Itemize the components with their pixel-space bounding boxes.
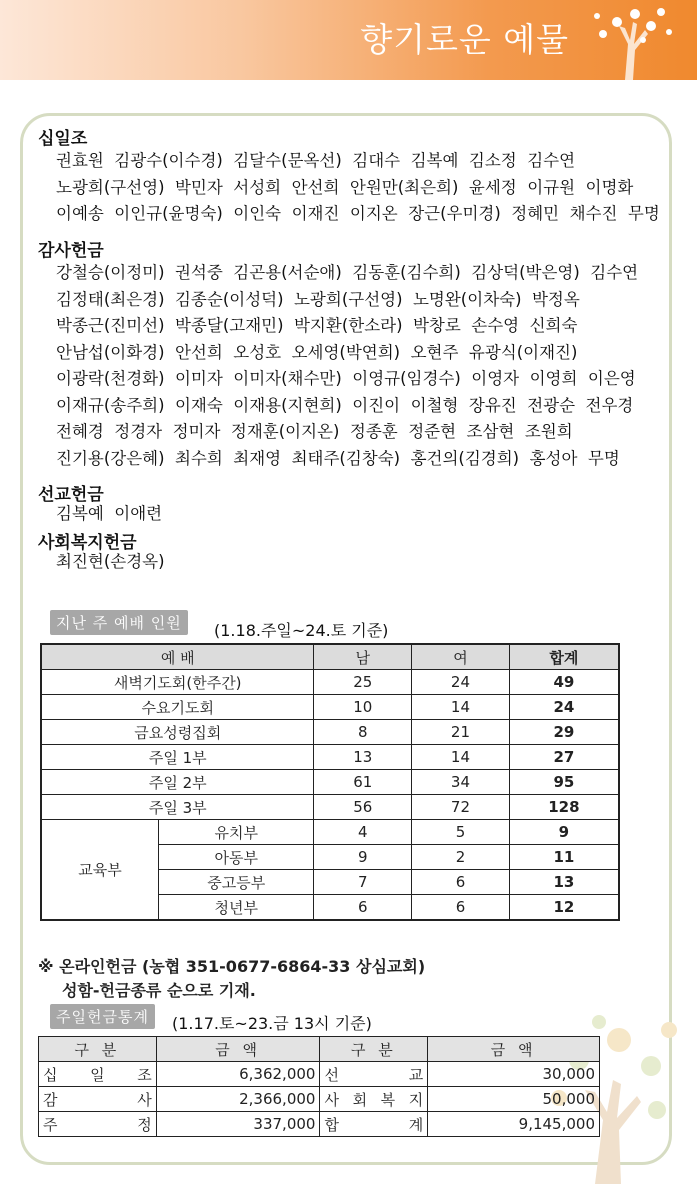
female-count: 5	[412, 820, 510, 845]
total-count: 49	[509, 670, 619, 695]
service-name: 유치부	[159, 820, 314, 845]
weekly-offering-period: (1.17.토~23.금 13시 기준)	[172, 1014, 372, 1033]
female-count: 14	[412, 695, 510, 720]
name-line: 박종근(진미선) 박종달(고재민) 박지환(한소라) 박창로 손수영 신희숙	[56, 316, 578, 335]
col-header: 예 배	[41, 644, 314, 670]
name-line: 이광락(천경화) 이미자 이미자(채수만) 이영규(임경수) 이영자 이영희 이은영	[56, 369, 636, 388]
welfare-names	[56, 549, 165, 576]
name-line: 권효원 김광수(이수경) 김달수(문옥선) 김대수 김복예 김소정 김수연	[56, 151, 576, 170]
online-offering-note	[38, 955, 425, 1003]
edu-dept-label: 교육부	[41, 820, 159, 921]
service-name: 금요성령집회	[41, 720, 314, 745]
total-count: 95	[509, 770, 619, 795]
male-count: 4	[314, 820, 412, 845]
female-count: 21	[412, 720, 510, 745]
service-name: 주일 1부	[41, 745, 314, 770]
total-count: 29	[509, 720, 619, 745]
female-count: 6	[412, 870, 510, 895]
name-line: 강철승(이정미) 권석중 김곤용(서순애) 김동훈(김수희) 김상덕(박은영) 김수연	[56, 263, 639, 282]
page-title: 향기로운 예물	[360, 20, 569, 59]
weekly-offering-tag: 주일헌금통계	[50, 1004, 155, 1029]
section-title-welfare: 사회복지헌금	[38, 533, 137, 553]
table-row	[41, 745, 619, 770]
amount: 2,366,000	[156, 1087, 320, 1112]
male-count: 13	[314, 745, 412, 770]
offering-stats-table	[38, 1036, 600, 1137]
total-count: 24	[509, 695, 619, 720]
female-count: 6	[412, 895, 510, 921]
table-row	[41, 670, 619, 695]
name-line: 전혜경 정경자 정미자 정재훈(이지온) 정종훈 정준현 조삼현 조원희	[56, 422, 573, 441]
male-count: 56	[314, 795, 412, 820]
service-name: 주일 2부	[41, 770, 314, 795]
total-count: 12	[509, 895, 619, 921]
category-label: 합 계	[320, 1112, 428, 1137]
amount: 337,000	[156, 1112, 320, 1137]
name-line: 김정태(최은경) 김종순(이성덕) 노광희(구선영) 노명완(이차숙) 박정옥	[56, 289, 580, 309]
table-row	[39, 1087, 600, 1112]
service-name: 새벽기도회(한주간)	[41, 670, 314, 695]
service-name: 주일 3부	[41, 795, 314, 820]
table-row	[41, 695, 619, 720]
name-line: 진기용(강은혜) 최수희 최재영 최태주(김창숙) 홍건의(김경희) 홍성아 무명	[56, 448, 620, 468]
service-name: 아동부	[159, 845, 314, 870]
table-row	[39, 1062, 600, 1087]
table-row	[41, 820, 619, 845]
table-header-row	[39, 1037, 600, 1062]
total-count: 128	[509, 795, 619, 820]
attendance-period: (1.18.주일~24.토 기준)	[214, 621, 389, 640]
col-header: 구 분	[39, 1037, 157, 1062]
male-count: 25	[314, 670, 412, 695]
col-header: 구 분	[320, 1037, 428, 1062]
attendance-table	[40, 643, 620, 921]
category-label: 감 사	[39, 1087, 157, 1112]
male-count: 8	[314, 720, 412, 745]
col-header: 남	[314, 644, 412, 670]
section-title-tithe: 십일조	[38, 129, 88, 149]
male-count: 9	[314, 845, 412, 870]
thanks-names	[56, 260, 638, 472]
male-count: 61	[314, 770, 412, 795]
female-count: 72	[412, 795, 510, 820]
total-count: 11	[509, 845, 619, 870]
col-header: 금 액	[428, 1037, 600, 1062]
name-line: 이예송 이인규(윤명숙) 이인숙 이재진 이지온 장근(우미경) 정혜민 채수진 무명	[56, 204, 660, 223]
female-count: 24	[412, 670, 510, 695]
tithe-names	[56, 148, 660, 228]
amount: 50,000	[428, 1087, 600, 1112]
name-line: 최진현(손경옥)	[56, 552, 165, 571]
amount: 30,000	[428, 1062, 600, 1087]
amount: 9,145,000	[428, 1112, 600, 1137]
attendance-tag: 지난 주 예배 인원	[50, 610, 188, 635]
category-label: 선 교	[320, 1062, 428, 1087]
female-count: 14	[412, 745, 510, 770]
category-label: 사 회 복 지	[320, 1087, 428, 1112]
service-name: 중고등부	[159, 870, 314, 895]
total-count: 27	[509, 745, 619, 770]
service-name: 수요기도회	[41, 695, 314, 720]
total-count: 13	[509, 870, 619, 895]
section-title-thanks: 감사헌금	[38, 241, 104, 261]
male-count: 6	[314, 895, 412, 921]
name-line: 김복예 이애련	[56, 504, 163, 523]
table-row	[39, 1112, 600, 1137]
male-count: 7	[314, 870, 412, 895]
total-count: 9	[509, 820, 619, 845]
table-row	[41, 720, 619, 745]
section-title-mission: 선교헌금	[38, 485, 104, 505]
service-name: 청년부	[159, 895, 314, 921]
table-header-row	[41, 644, 619, 670]
female-count: 2	[412, 845, 510, 870]
col-header: 금 액	[156, 1037, 320, 1062]
page-header	[0, 0, 697, 80]
amount: 6,362,000	[156, 1062, 320, 1087]
table-row	[41, 795, 619, 820]
online-account-line: ※ 온라인헌금 (농협 351-0677-6864-33 상심교회)	[38, 957, 426, 976]
category-label: 십 일 조	[39, 1062, 157, 1087]
mission-names	[56, 501, 162, 528]
tree-icon	[573, 4, 683, 80]
name-line: 이재규(송주희) 이재숙 이재용(지현희) 이진이 이철형 장유진 전광순 전우경	[56, 395, 634, 415]
name-line: 노광희(구선영) 박민자 서성희 안선희 안원만(최은희) 윤세정 이규원 이명화	[56, 177, 634, 197]
online-instruction-line: 성함-헌금종류 순으로 기재.	[62, 981, 256, 1000]
female-count: 34	[412, 770, 510, 795]
col-header: 합계	[509, 644, 619, 670]
name-line: 안남섭(이화경) 안선희 오성호 오세영(박연희) 오현주 유광식(이재진)	[56, 342, 578, 362]
table-row	[41, 770, 619, 795]
col-header: 여	[412, 644, 510, 670]
category-label: 주 정	[39, 1112, 157, 1137]
male-count: 10	[314, 695, 412, 720]
